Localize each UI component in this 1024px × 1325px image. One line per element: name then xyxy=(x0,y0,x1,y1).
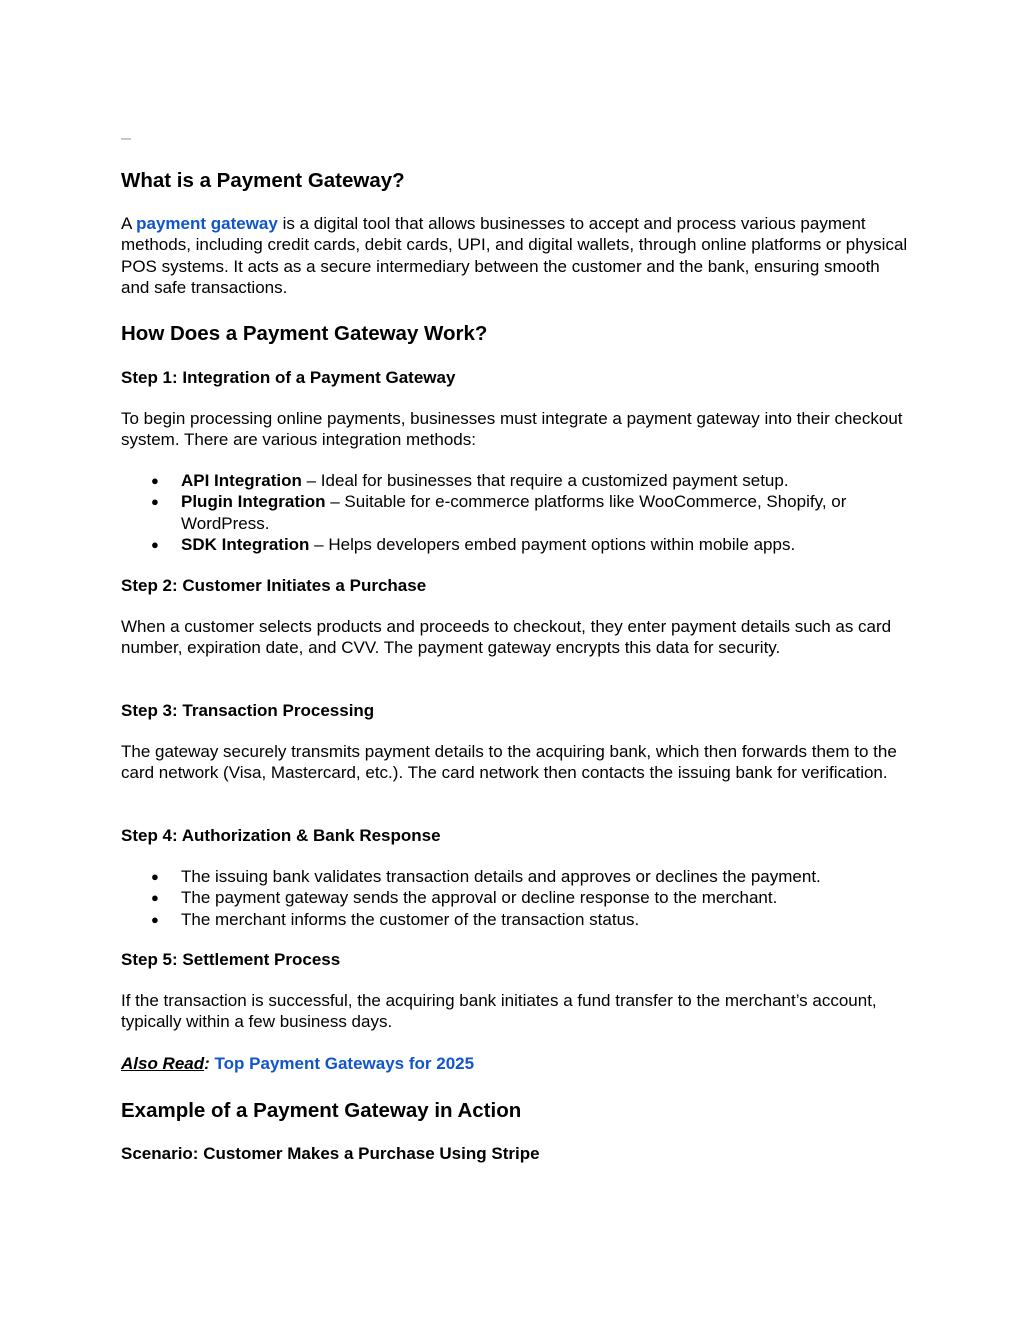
item-label: SDK Integration xyxy=(181,534,310,554)
step4-title: Step 4: Authorization & Bank Response xyxy=(121,826,441,845)
also-read-line xyxy=(121,1053,911,1074)
bullet-icon: ● xyxy=(151,869,159,884)
list-item xyxy=(121,470,911,491)
list-item xyxy=(121,866,911,887)
item-text: The merchant informs the customer of the transaction status. xyxy=(181,909,640,929)
bullet-icon: ● xyxy=(151,536,159,552)
step3-title: Step 3: Transaction Processing xyxy=(121,701,375,720)
top-payment-gateways-link[interactable]: Top Payment Gateways for 2025 xyxy=(214,1054,475,1073)
step5-title: Step 5: Settlement Process xyxy=(121,950,341,969)
list-item xyxy=(121,534,911,555)
item-text: The payment gateway sends the approval or decline response to the merchant. xyxy=(181,888,778,908)
item-text: – Ideal for businesses that require a customized payment setup. xyxy=(301,471,789,490)
also-read-label: Also Read xyxy=(121,1054,205,1073)
scenario-title: Scenario: Customer Makes a Purchase Using Stripe xyxy=(121,1144,540,1163)
list-item xyxy=(121,491,911,534)
payment-gateway-link[interactable]: payment gateway xyxy=(136,214,278,233)
item-text: The issuing bank validates transaction details and approves or declines the payment. xyxy=(181,867,821,886)
bullet-icon: ● xyxy=(151,494,159,510)
authorization-list xyxy=(121,866,911,930)
bullet-icon: ● xyxy=(151,473,159,488)
integration-methods-list xyxy=(121,470,911,555)
list-item xyxy=(121,909,911,930)
intro-rest: is a digital tool that allows businesses to accept and process various payment methods, including credit cards, debit cards, UPI, and digital wallets, through online platforms or physical POS systems. It acts as a secure intermediary between the customer and the bank, ensuring smooth and safe transactions. xyxy=(121,214,908,297)
item-text: – Helps developers embed payment options within mobile apps. xyxy=(309,534,796,554)
heading-example: Example of a Payment Gateway in Action xyxy=(121,1099,522,1122)
heading-what-is: What is a Payment Gateway? xyxy=(121,169,405,192)
bullet-icon: ● xyxy=(151,890,159,906)
list-item xyxy=(121,887,911,908)
step2-title: Step 2: Customer Initiates a Purchase xyxy=(121,576,427,595)
item-label: API Integration xyxy=(181,471,302,490)
step1-text: To begin processing online payments, businesses must integrate a payment gateway into their checkout system. There are various integration methods: xyxy=(121,409,903,450)
top-dash-mark xyxy=(121,138,131,140)
also-read-colon: : xyxy=(204,1054,210,1073)
step3-text: The gateway securely transmits payment details to the acquiring bank, which then forwards them to the card network (Visa, Mastercard, etc.). The card network then contacts the issuing bank for verification. xyxy=(121,742,897,783)
bullet-icon: ● xyxy=(151,911,159,927)
intro-prefix: A xyxy=(121,214,137,233)
intro-paragraph xyxy=(121,213,911,298)
step2-text: When a customer selects products and proceeds to checkout, they enter payment details such as card number, expiration date, and CVV. The payment gateway encrypts this data for security. xyxy=(121,617,892,658)
item-text: – Suitable for e-commerce platforms like WooCommerce, Shopify, or WordPress. xyxy=(181,492,847,533)
heading-how-it-works: How Does a Payment Gateway Work? xyxy=(121,322,488,345)
step5-text: If the transaction is successful, the acquiring bank initiates a fund transfer to the merchant’s account, typically within a few business days. xyxy=(121,991,877,1032)
item-label: Plugin Integration xyxy=(181,492,326,512)
step1-title: Step 1: Integration of a Payment Gateway xyxy=(121,368,456,387)
